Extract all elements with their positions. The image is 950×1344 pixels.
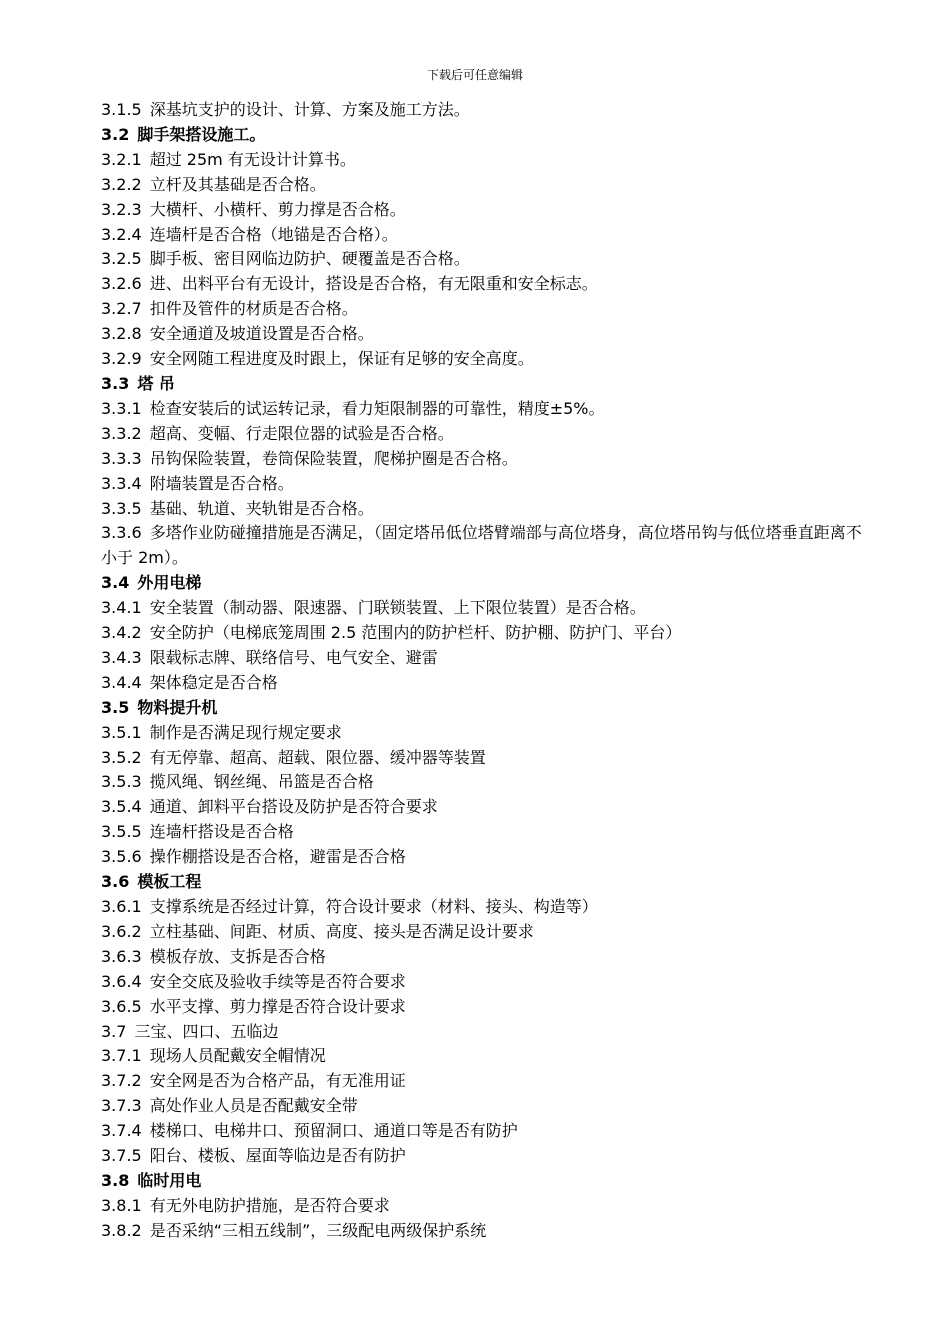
item-number: 3.5.2 xyxy=(101,747,142,767)
item-number: 3.5.5 xyxy=(101,822,142,842)
item-text: 操作棚搭设是否合格，避雷是否合格 xyxy=(149,847,406,867)
item-text: 塔 吊 xyxy=(137,373,175,393)
item-text: 脚手板、密目网临边防护、硬覆盖是否合格。 xyxy=(149,249,470,269)
list-item xyxy=(101,1144,871,1169)
item-text: 立柱基础、间距、材质、高度、接头是否满足设计要求 xyxy=(149,921,534,941)
item-text: 多塔作业防碰撞措施是否满足，（固定塔吊低位塔臂端部与高位塔身，高位塔吊钩与低位塔垂直距离不小于 2m）。 xyxy=(101,523,862,568)
section-heading xyxy=(101,696,871,721)
item-number: 3.4.4 xyxy=(101,672,142,692)
item-text: 检查安装后的试运转记录，看力矩限制器的可靠性，精度±5%。 xyxy=(149,398,605,418)
item-number: 3.7 xyxy=(101,1021,127,1041)
list-item xyxy=(101,322,871,347)
list-item xyxy=(101,247,871,272)
list-item xyxy=(101,397,871,422)
list-item xyxy=(101,721,871,746)
item-text: 大横杆、小横杆、剪力撑是否合格。 xyxy=(149,199,406,219)
item-number: 3.8 xyxy=(101,1170,130,1190)
item-text: 有无外电防护措施，是否符合要求 xyxy=(149,1195,390,1215)
item-text: 三宝、四口、五临边 xyxy=(134,1021,279,1041)
item-number: 3.2.3 xyxy=(101,199,142,219)
item-text: 物料提升机 xyxy=(137,697,218,717)
list-item xyxy=(101,447,871,472)
item-text: 深基坑支护的设计、计算、方案及施工方法。 xyxy=(149,100,470,119)
item-text: 高处作业人员是否配戴安全带 xyxy=(149,1096,358,1116)
list-item xyxy=(101,671,871,696)
item-text: 揽风绳、钢丝绳、吊篮是否合格 xyxy=(149,772,374,792)
list-item xyxy=(101,472,871,497)
item-text: 脚手架搭设施工。 xyxy=(137,124,266,144)
list-item xyxy=(101,98,871,123)
item-number: 3.5.4 xyxy=(101,797,142,817)
list-item xyxy=(101,223,871,248)
item-text: 通道、卸料平台搭设及防护是否符合要求 xyxy=(149,797,438,817)
item-number: 3.5.1 xyxy=(101,722,142,742)
item-text: 连墙杆是否合格（地锚是否合格）。 xyxy=(149,224,398,244)
item-text: 模板存放、支拆是否合格 xyxy=(149,946,326,966)
item-number: 3.3.2 xyxy=(101,423,142,443)
list-item xyxy=(101,297,871,322)
item-text: 安全通道及坡道设置是否合格。 xyxy=(149,324,374,344)
list-item xyxy=(101,1069,871,1094)
list-item xyxy=(101,845,871,870)
section-heading xyxy=(101,870,871,895)
item-number: 3.7.3 xyxy=(101,1096,142,1116)
list-item xyxy=(101,770,871,795)
item-number: 3.6.1 xyxy=(101,897,142,916)
item-number: 3.4.1 xyxy=(101,598,142,618)
item-number: 3.7.5 xyxy=(101,1146,142,1166)
item-text: 吊钩保险装置，卷筒保险装置，爬梯护圈是否合格。 xyxy=(149,448,518,468)
item-number: 3.5 xyxy=(101,697,130,717)
item-text: 架体稳定是否合格 xyxy=(149,672,278,692)
document-body xyxy=(101,98,871,1244)
item-text: 安全交底及验收手续等是否符合要求 xyxy=(149,971,406,991)
item-text: 现场人员配戴安全帽情况 xyxy=(149,1046,326,1066)
list-item xyxy=(101,347,871,372)
item-number: 3.8.2 xyxy=(101,1220,142,1240)
list-item xyxy=(101,1194,871,1219)
list-item xyxy=(101,173,871,198)
item-number: 3.2.4 xyxy=(101,224,142,244)
list-item xyxy=(101,970,871,995)
list-item xyxy=(101,1094,871,1119)
item-text: 安全网是否为合格产品，有无准用证 xyxy=(149,1071,406,1091)
item-number: 3.6.5 xyxy=(101,996,142,1016)
item-text: 外用电梯 xyxy=(137,573,202,593)
list-item xyxy=(101,795,871,820)
item-text: 扣件及管件的材质是否合格。 xyxy=(149,299,358,319)
item-number: 3.2.1 xyxy=(101,149,142,169)
item-text: 楼梯口、电梯井口、预留洞口、通道口等是否有防护 xyxy=(149,1121,518,1141)
list-item xyxy=(101,422,871,447)
item-text: 附墙装置是否合格。 xyxy=(149,473,294,493)
item-number: 3.2.6 xyxy=(101,274,142,294)
item-number: 3.2.5 xyxy=(101,249,142,269)
item-number: 3.6.3 xyxy=(101,946,142,966)
item-number: 3.7.2 xyxy=(101,1071,142,1091)
item-number: 3.3.6 xyxy=(101,523,142,543)
list-item xyxy=(101,596,871,621)
item-text: 限载标志牌、联络信号、电气安全、避雷 xyxy=(149,647,438,667)
item-number: 3.2 xyxy=(101,124,130,144)
item-number: 3.6 xyxy=(101,872,130,892)
list-item xyxy=(101,920,871,945)
list-item xyxy=(101,895,871,920)
item-number: 3.4.2 xyxy=(101,623,142,643)
item-text: 超高、变幅、行走限位器的试验是否合格。 xyxy=(149,423,454,443)
item-text: 制作是否满足现行规定要求 xyxy=(149,722,342,742)
item-text: 超过 25m 有无设计计算书。 xyxy=(149,149,356,169)
item-number: 3.7.1 xyxy=(101,1046,142,1066)
item-number: 3.3.4 xyxy=(101,473,142,493)
item-text: 支撑系统是否经过计算，符合设计要求（材料、接头、构造等） xyxy=(149,897,598,916)
item-number: 3.5.3 xyxy=(101,772,142,792)
item-number: 3.3.3 xyxy=(101,448,142,468)
item-number: 3.5.6 xyxy=(101,847,142,867)
list-item xyxy=(101,746,871,771)
list-item xyxy=(101,521,871,571)
list-item xyxy=(101,497,871,522)
item-text: 安全网随工程进度及时跟上，保证有足够的安全高度。 xyxy=(149,349,534,369)
list-item xyxy=(101,646,871,671)
item-text: 临时用电 xyxy=(137,1170,202,1190)
section-heading xyxy=(101,372,871,397)
item-text: 水平支撑、剪力撑是否符合设计要求 xyxy=(149,996,406,1016)
list-item xyxy=(101,272,871,297)
item-text: 基础、轨道、夹轨钳是否合格。 xyxy=(149,498,374,518)
item-text: 是否采纳“三相五线制”，三级配电两级保护系统 xyxy=(149,1220,487,1240)
item-text: 有无停靠、超高、超载、限位器、缓冲器等装置 xyxy=(149,747,486,767)
section-heading xyxy=(101,123,871,148)
item-text: 立杆及其基础是否合格。 xyxy=(149,174,326,194)
item-number: 3.4.3 xyxy=(101,647,142,667)
item-text: 阳台、楼板、屋面等临边是否有防护 xyxy=(149,1146,406,1166)
list-item xyxy=(101,1020,871,1045)
item-number: 3.7.4 xyxy=(101,1121,142,1141)
item-text: 连墙杆搭设是否合格 xyxy=(149,822,294,842)
page-header: 下载后可任意编辑 xyxy=(426,68,523,82)
item-number: 3.6.4 xyxy=(101,971,142,991)
list-item xyxy=(101,1119,871,1144)
list-item xyxy=(101,1044,871,1069)
section-heading xyxy=(101,571,871,596)
item-text: 模板工程 xyxy=(137,872,202,892)
section-heading xyxy=(101,1169,871,1194)
item-number: 3.8.1 xyxy=(101,1195,142,1215)
list-item xyxy=(101,1219,871,1244)
item-number: 3.2.9 xyxy=(101,349,142,369)
list-item xyxy=(101,820,871,845)
list-item xyxy=(101,995,871,1020)
list-item xyxy=(101,945,871,970)
list-item xyxy=(101,148,871,173)
item-number: 3.2.2 xyxy=(101,174,142,194)
item-number: 3.3 xyxy=(101,373,130,393)
item-number: 3.2.7 xyxy=(101,299,142,319)
item-text: 安全防护（电梯底笼周围 2.5 范围内的防护栏杆、防护棚、防护门、平台） xyxy=(149,623,682,643)
list-item xyxy=(101,621,871,646)
item-number: 3.6.2 xyxy=(101,921,142,941)
item-number: 3.2.8 xyxy=(101,324,142,344)
item-number: 3.1.5 xyxy=(101,100,142,119)
item-number: 3.3.5 xyxy=(101,498,142,518)
item-text: 进、出料平台有无设计，搭设是否合格，有无限重和安全标志。 xyxy=(149,274,598,294)
item-number: 3.4 xyxy=(101,573,130,593)
item-number: 3.3.1 xyxy=(101,398,142,418)
item-text: 安全装置（制动器、限速器、门联锁装置、上下限位装置）是否合格。 xyxy=(149,598,646,618)
list-item xyxy=(101,198,871,223)
